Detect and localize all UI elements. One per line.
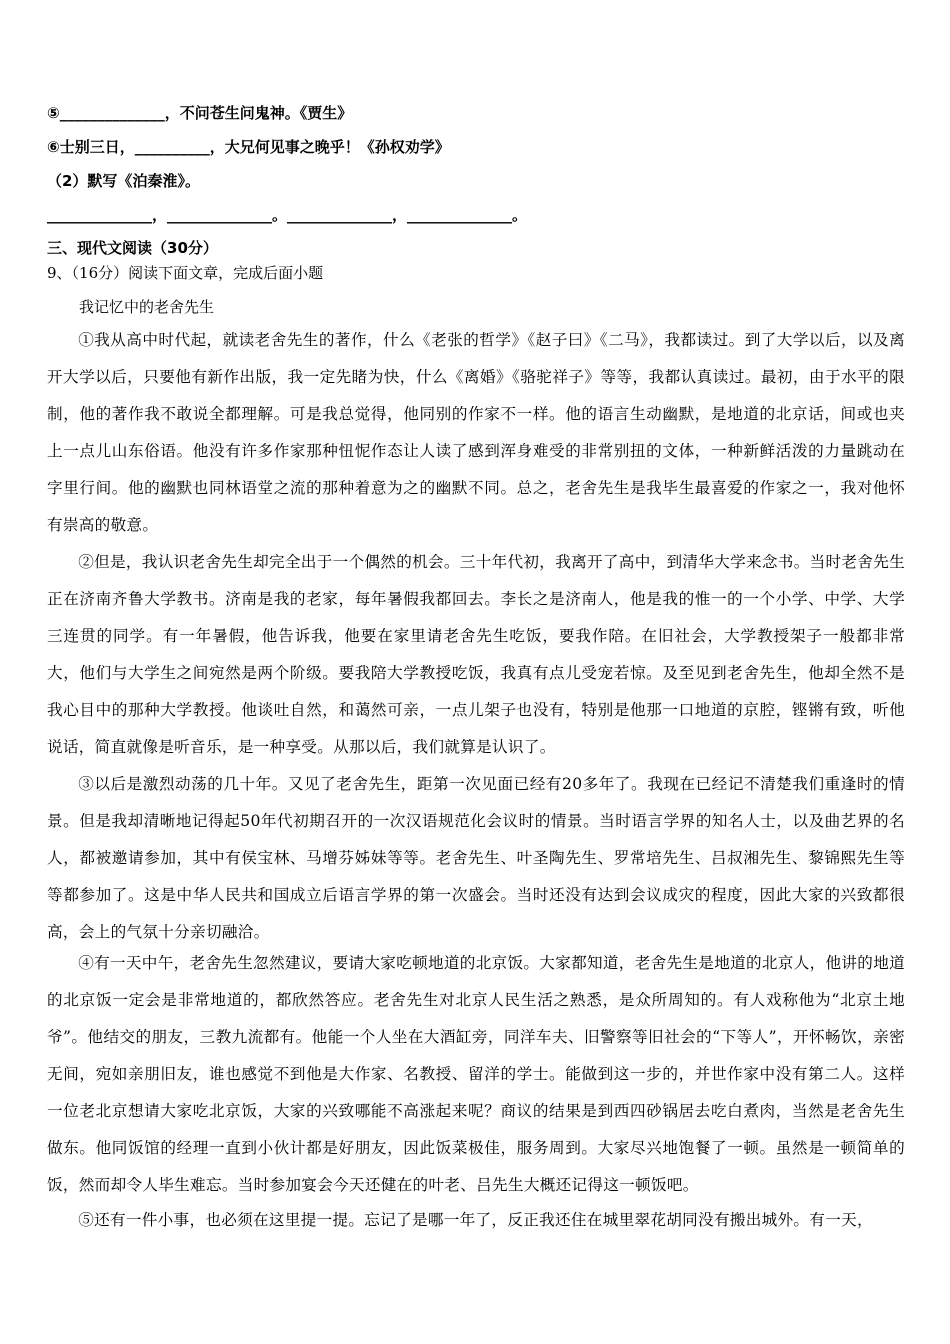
dictation-blanks: ______________，______________。______________，______________。 (47, 206, 528, 224)
article-paragraph-2: ②但是，我认识老舍先生却完全出于一个偶然的机会。三十年代初，我离开了高中，到清华大学来念书。当时老舍先生正在济南齐鲁大学教书。济南是我的老家，每年暑假我都回去。李长之是济南人，他是我的惟一的一个小学、中学、大学三连贯的同学。有一年暑假，他告诉我，他要在家里请老舍先生吃饭，要我作陪。在旧社会，大学教授架子一般都非常大，他们与大学生之间宛然是两个阶级。要我陪大学教授吃饭，我真有点儿受宠若惊。及至见到老舍先生，他却全然不是我心目中的那种大学教授。他谈吐自然，和蔼然可亲，一点儿架子也没有，特别是他那一口地道的京腔，铿锵有致，听他说话，简直就像是听音乐，是一种享受。从那以后，我们就算是认识了。 (47, 553, 905, 756)
article-paragraph-5: ⑤还有一件小事，也必须在这里提一提。忘记了是哪一年了，反正我还住在城里翠花胡同没有搬出城外。有一天， (78, 1211, 873, 1229)
fill-blank-item-6: ⑥士别三日，__________，大兄何见事之晚乎！《孙权劝学》 (47, 138, 450, 156)
article-paragraph-4: ④有一天中午，老舍先生忽然建议，要请大家吃顿地道的北京饭。大家都知道，老舍先生是地道的北京人，他讲的地道的北京饭一定会是非常地道的，都欣然答应。老舍先生对北京人民生活之熟悉，是众所周知的。有人戏称他为“北京土地爷”。他结交的朋友，三教九流都有。他能一个人坐在大酒缸旁，同洋车夫、旧警察等旧社会的“下等人”，开怀畅饮，亲密无间，宛如亲朋旧友，谁也感觉不到他是大作家、名教授、留洋的学士。能做到这一步的，并世作家中没有第二人。这样一位老北京想请大家吃北京饭，大家的兴致哪能不高涨起来呢？商议的结果是到西四砂锅居去吃白煮肉，当然是老舍先生做东。他同饭馆的经理一直到小伙计都是好朋友，因此饭菜极佳，服务周到。大家尽兴地饱餐了一顿。虽然是一顿简单的饭，然而却令人毕生难忘。当时参加宴会今天还健在的叶老、吕先生大概还记得这一顿饭吧。 (47, 954, 905, 1194)
article-title: 我记忆中的老舍先生 (79, 298, 215, 316)
section-heading: 三、现代文阅读（30分） (47, 239, 218, 257)
fill-blank-item-5: ⑤______________，不问苍生问鬼神。《贾生》 (47, 104, 353, 122)
article-paragraph-3: ③以后是激烈动荡的几十年。又见了老舍先生，距第一次见面已经有20多年了。我现在已经记不清楚我们重逢时的情景。但是我却清晰地记得起50年代初期召开的一次汉语规范化会议时的情景。当时语言学界的知名人士，以及曲艺界的名人，都被邀请参加，其中有侯宝林、马增芬姊妹等等。老舍先生、叶圣陶先生、罗常培先生、吕叔湘先生、黎锦熙先生等等都参加了。这是中华人民共和国成立后语言学界的第一次盛会。当时还没有达到会议成灾的程度，因此大家的兴致都很高，会上的气氛十分亲切融洽。 (47, 775, 905, 941)
article-paragraph-1: ①我从高中时代起，就读老舍先生的著作，什么《老张的哲学》《赵子曰》《二马》，我都读过。到了大学以后，以及离开大学以后，只要他有新作出版，我一定先睹为快，什么《离婚》《骆驼祥子》等等，我都认真读过。最初，由于水平的限制，他的著作我不敢说全都理解。可是我总觉得，他同别的作家不一样。他的语言生动幽默，是地道的北京话，间或也夹上一点儿山东俗语。他没有许多作家那种忸怩作态让人读了感到浑身难受的非常别扭的文体，一种新鲜活泼的力量跳动在字里行间。他的幽默也同林语堂之流的那种着意为之的幽默不同。总之，老舍先生是我毕生最喜爱的作家之一，我对他怀有崇高的敬意。 (47, 331, 905, 534)
dictation-prompt: （2）默写《泊秦淮》。 (47, 172, 200, 190)
question-intro: 9、（16分）阅读下面文章，完成后面小题 (47, 264, 324, 282)
